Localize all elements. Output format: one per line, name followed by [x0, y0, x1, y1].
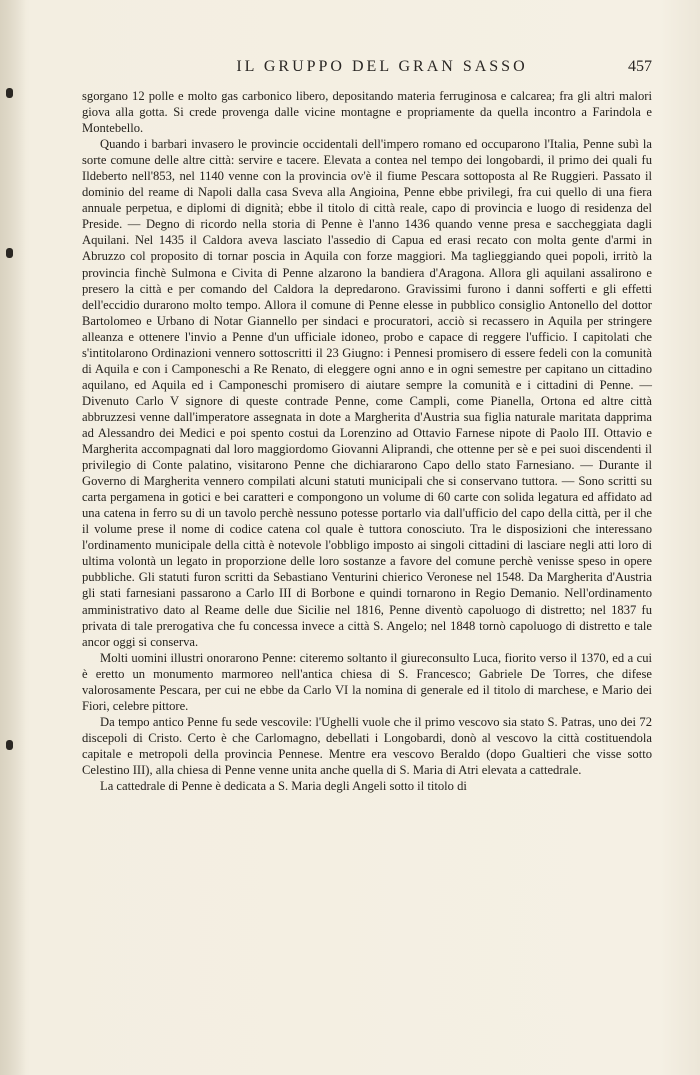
page-header — [82, 58, 652, 80]
paragraph: sgorgano 12 polle e molto gas carbonico libero, depositando materia ferruginosa e calcarea; fra gli altri malori giova alla gotta. Si crede provenga dalle vicine montagne e propriamente da quella incontro a Farindola e Montebello. — [82, 89, 652, 136]
paragraph: Da tempo antico Penne fu sede vescovile: l'Ughelli vuole che il primo vescovo sia stato S. Patras, uno dei 72 discepoli di Cristo. Certo è che Carlomagno, debellati i Longobardi, donò al vescovo la città costituendola capitale e metropoli della provincia Pennese. Mentre era vescovo Beraldo (dopo Gualtieri che visse sotto Celestino III), alla chiesa di Penne venne unita anche quella di S. Maria di Atri elevata a cattedrale. — [82, 714, 652, 777]
paragraph: Quando i barbari invasero le provincie occidentali dell'impero romano ed occuparono l'Italia, Penne subì la sorte comune delle altre città: servire e tacere. Elevata a contea nel tempo dei longobardi, il primo dei quali fu Ildeberto nell'853, nel 1140 venne con la provincia ov'è il fiume Pescara sottoposta al Re Ruggieri. Passato il dominio del reame di Napoli dalla casa Sveva alla Angioina, Penne ebbe privilegi, fra cui quello di una fiera annuale perpetua, e diplomi di dignità; ebbe il titolo di città reale, capo di provincia e luogo di residenza del Preside. — Degno di ricordo nella storia di Penne è l'anno 1436 quando venne presa e saccheggiata dagli Aquilani. Nel 1435 il Caldora aveva lasciato l'assedio di Capua ed erasi recato con molta gente d'armi in Abruzzo col proposito di tornar poscia in Aquila con forze maggiori. Ma taglieggiando quei popoli, irritò la provincia finchè Sulmona e Civita di Penne alzarono la bandiera d'Aragona. Allora gli aquilani assalirono e presero la città e per comando del Caldora la depredarono. Gravissimi furono i danni sofferti e gli effetti dell'eccidio durarono molto tempo. Allora il comune di Penne elesse in pubblico consiglio Antonello del dottor Bartolomeo e Urbano di Notar Giannello per sindaci e procuratori, acciò si recassero in Aquila per stringere alleanza e ottenere l'invio a Penne d'un ufficiale idoneo, probo e capace di reggere l'ufficio. I capitolati che s'intitolarono Ordinazioni vennero sottoscritti il 23 Giugno: i Pennesi promisero di essere fedeli con la comunità di Aquila e con i Camponeschi a Re Renato, di eleggere ogni anno e in ogni semestre per capitano un cittadino aquilano, ed Aquila ed i Camponeschi promisero di aiutare sempre la comunità e i cittadini di Penne. — Divenuto Carlo V signore di queste contrade Penne, come Campli, come Pianella, Ortona ed altre città abbruzzesi venne dall'imperatore assegnata in dote a Margherita d'Austria sua figlia naturale maritata dapprima ad Alessandro dei Medici e poi spento costui da Lorenzino ad Ottavio Farnese nipote di Paolo III. Ottavio e Margherita accompagnati dal loro maggiordomo Giovanni Aliprandi, che ottenne per sè e pei suoi discendenti il privilegio di Conte palatino, visitarono Penne che dichiararono Capo dello stato Farnesiano. — Durante il Governo di Margherita vennero compilati alcuni statuti municipali che si conservano tuttora. — Sono scritti su carta pergamena in gotici e bei caratteri e compongono un volume di 60 carte con solida legatura ed affidato ad una catena in ferro su di un tavolo perchè nessuno potesse portarlo via dall'ufficio del capo della città, per il che il volume prese il nome di codice catena col quale è tuttora conosciuto. Tra le disposizioni che interessano l'ordinamento municipale della città è notevole l'obbligo imposto ai singoli cittadini di lasciare negli atti loro di ultima volontà un legato in proporzione delle loro sostanze a favore del comune perchè venisse speso in opere pubbliche. Gli statuti furon scritti da Sebastiano Venturini chierico Veronese nel 1548. Da Margherita d'Austria gli stati farnesiani passarono a Carlo III di Borbone e quindi tornarono in Regio Demanio. Nell'ordinamento amministrativo dato al Reame delle due Sicilie nel 1816, Penne diventò capoluogo di distretto; nel 1837 fu privata di tale prerogativa che fu concessa invece a città S. Angelo; nel 1848 tornò capoluogo di distretto e tale ancor oggi si conserva. — [82, 137, 652, 649]
paragraph: Molti uomini illustri onorarono Penne: citeremo soltanto il giureconsulto Luca, fiorito verso il 1370, ed a cui è eretto un monumento marmoreo nell'antica chiesa di S. Francesco; Gabriele De Torres, che difese valorosamente Pescara, per cui ne ebbe da Carlo VI la nomina di generale ed il titolo di marchese, e Mario dei Fiori, celebre pittore. — [82, 650, 652, 713]
running-title: IL GRUPPO DEL GRAN SASSO — [236, 58, 528, 75]
binding-shadow — [0, 0, 26, 1075]
page-number: 457 — [628, 58, 652, 75]
body-text — [82, 88, 652, 794]
binding-hole — [6, 88, 13, 98]
binding-hole — [6, 248, 13, 258]
binding-hole — [6, 740, 13, 750]
paragraph: La cattedrale di Penne è dedicata a S. Maria degli Angeli sotto il titolo di — [100, 779, 467, 794]
